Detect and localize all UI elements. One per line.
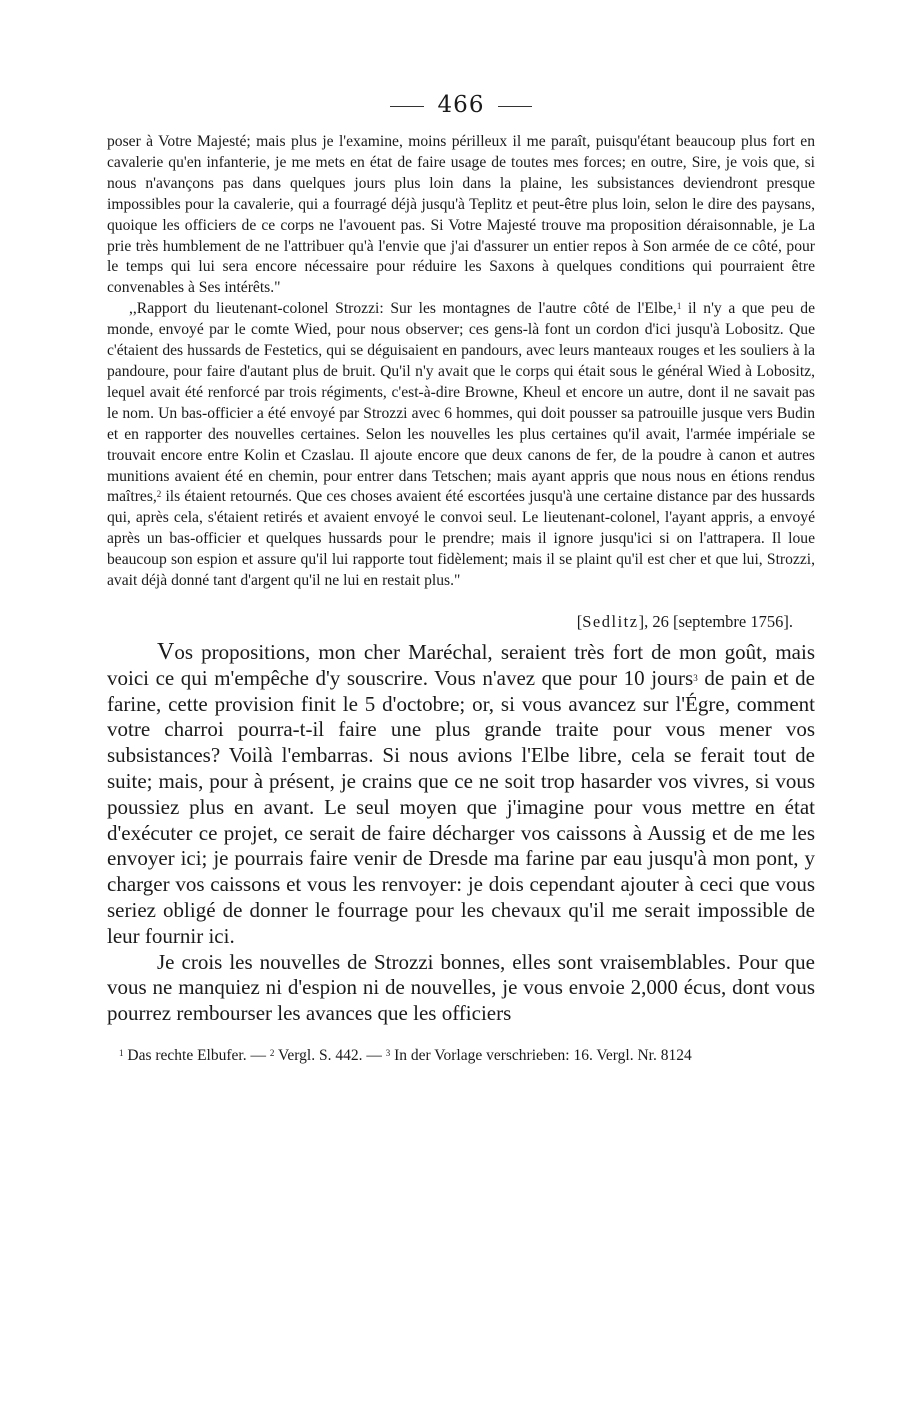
- page-number: 466: [437, 92, 485, 118]
- footnotes: [107, 1045, 815, 1067]
- footnote-line: $^1$ Das rechte Elbufer. — $^2$ Vergl. S. 442. — $^3$ In der Vorlage verschrieben: 16. Vergl. Nr. 8124: [119, 1046, 692, 1064]
- page-header: [107, 92, 815, 132]
- report-paragraph-1: poser à Votre Majesté; mais plus je l'examine, moins périlleux il me paraît, puisqu'étant beaucoup plus fort en cavalerie qu'en infanterie, je me mets en état de faire usage de toutes mes forces; en outre, Sire, je vois que, si nous n'avançons pas dans quelques jours plus loin dans la plaine, les subsistances deviendront presque impossibles pour la cavalerie, qui a fourragé déjà jusqu'à Teplitz et peut-être plus loin, selon le dire des paysans, quoique les officiers de ce corps ne l'avouent pas. Si Votre Majesté trouve ma proposition déraisonnable, je La prie très humblement de ne l'attribuer qu'à l'envie que j'ai d'assurer un entier repos à Son armée de ce côté, pour le temps qui lui sera encore nécessaire pour réduire les Saxons à quelques conditions qui pourraient être convenables à Ses intérêts.": [107, 133, 815, 297]
- page: [107, 92, 815, 1067]
- letter-paragraph-2: Je crois les nouvelles de Strozzi bonnes, elles sont vraisemblables. Pour que vous ne manquiez ni d'espion ni de nouvelles, je vous envoie 2,000 écus, dont vous pourrez rembourser les avances que les officiers: [107, 949, 815, 1026]
- footnote-ref-3: 3: [693, 672, 698, 683]
- header-rule-right: [498, 106, 532, 107]
- report-paragraph-2: ,,Rapport du lieutenant-colonel Strozzi: Sur les montagnes de l'autre côté de l'Elbe,$^1$ il n'y a que peu de monde, envoyé par le comte Wied, pour nous observer; ces gens-là font un cordon d'ici jusqu'à Lobositz. Que c'étaient des hussards de Festetics, qui se déguisaient en pandours, avec leurs manteaux rouges et les souliers à la pandoure, pour faire d'autant plus de bruit. Qu'il n'y avait que le corps qui était sous le général Wied à Lobositz, lequel avait été renforcé par trois régiments, c'est-à-dire Browne, Kheul et encore un autre, dont il ne savait pas le nom. Un bas-officier a été envoyé par Strozzi avec 6 hommes, qui doit pousser sa patrouille jusque vers Budin et en rapporter des nouvelles certaines. Selon les nouvelles les plus certaines qu'il avait, l'armée impériale se trouvait encore entre Kolin et Czaslau. Il ajoute encore que deux canons de fer, de la poudre à canon et autres munitions avaient été en chemin, pour entrer dans Tetschen; mais ayant appris que nous nous en étions rendus maîtres,$^2$ ils étaient retournés. Que ces choses avaient été escortées jusqu'à une certaine distance par des hussards qui, après cela, s'étaient retirés et avaient envoyé le convoi seul. Le lieutenant-colonel, l'ayant appris, a envoyé après un bas-officier et quelques hussards pour le prendre; mais il ignore jusqu'ici si on l'attrapera. Il loue beaucoup son espion et assure qu'il lui rapporte tout fidèlement; mais il se plaint qu'il est cher et que lui, Strozzi, avait déjà donné tant d'argent qu'il ne lui en restait plus.": [107, 300, 815, 590]
- dateline-place: Sedlitz: [582, 611, 639, 631]
- letter-body: [107, 640, 815, 1027]
- footnote-ref-2: 2: [156, 489, 162, 500]
- quoted-report: [107, 132, 815, 592]
- letter-dateline: [Sedlitz], 26 [septembre 1756].: [576, 611, 793, 631]
- footnote-ref-1: 1: [676, 301, 682, 312]
- header-rule-left: [390, 106, 424, 107]
- letter-paragraph-1: Vos propositions, mon cher Maréchal, seraient très fort de mon goût, mais voici ce qui m'empêche d'y souscrire. Vous n'avez que pour 10 jours$^3$ de pain et de farine, cette provision finit le 5 d'octobre; or, si vous avancez sur l'Égre, comment votre charroi pourra-t-il faire une plus grande traite pour vous mener vos subsistances? Voilà l'embarras. Si nous avions l'Elbe libre, cela se ferait tout de suite; mais, pour à présent, je crains que ce ne soit trop hasarder vos vivres, si vous poussiez plus en avant. Le seul moyen que j'imagine pour vous mettre en état d'exécuter ce projet, ce serait de faire décharger vos caissons à Aussig et de me les envoyer ici; je pourrais faire venir de Dresde ma farine par eau jusqu'à mon pont, y charger vos caissons et vous les renvoyer: je dois cependant ajouter à ceci que vous seriez obligé de donner le fourrage pour les chevaux qu'il me serait impossible de leur fournir ici.: [107, 638, 816, 948]
